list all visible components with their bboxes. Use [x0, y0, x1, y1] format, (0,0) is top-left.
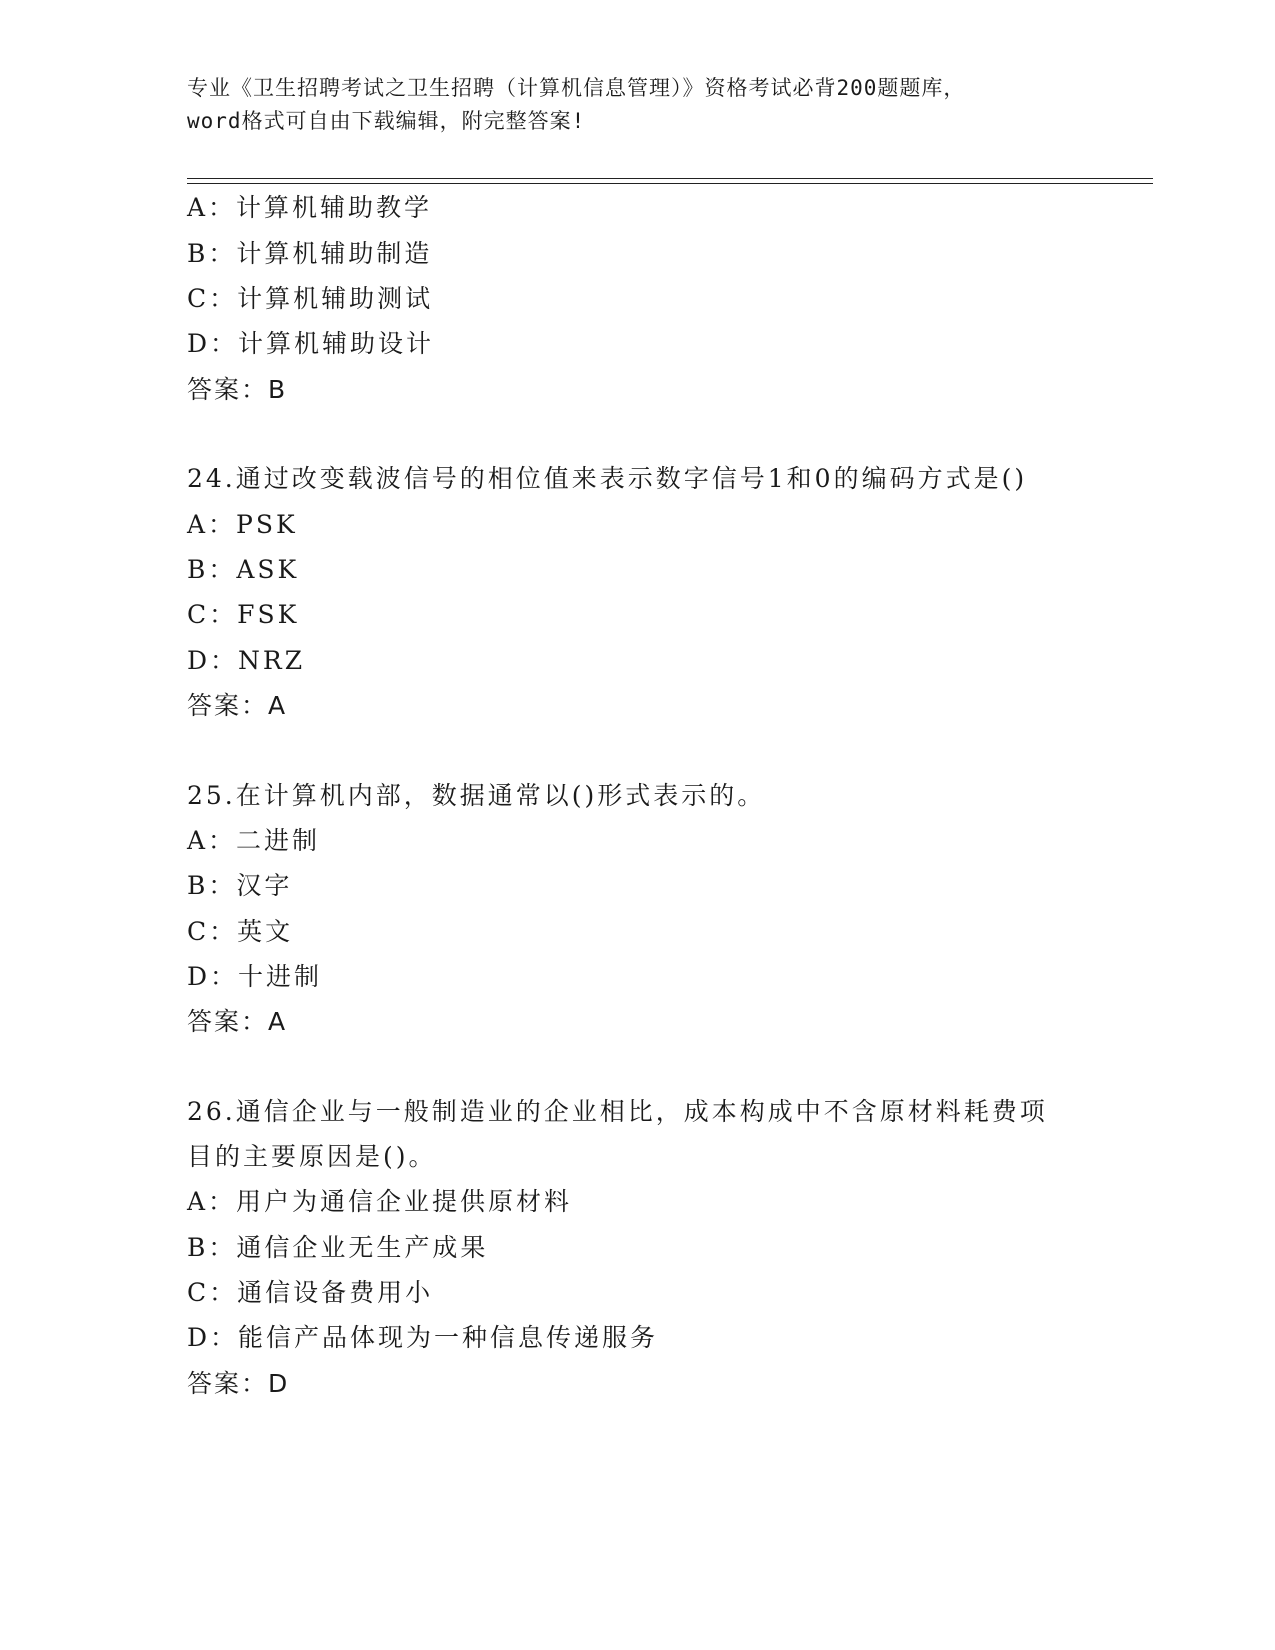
- header-line-1: 专业《卫生招聘考试之卫生招聘（计算机信息管理）》资格考试必背200题题库，: [187, 76, 966, 100]
- q24-option-c: C：FSK: [187, 600, 300, 629]
- document-header: [187, 72, 1087, 138]
- header-divider-top: [187, 178, 1153, 179]
- header-divider-bottom: [187, 183, 1153, 184]
- q26-question-line-1: 26.通信企业与一般制造业的企业相比，成本构成中不含原材料耗费项: [187, 1097, 1048, 1126]
- q26-option-a: A：用户为通信企业提供原材料: [187, 1187, 573, 1216]
- q24-option-d: D：NRZ: [187, 646, 306, 675]
- q23-option-b: B：计算机辅助制造: [187, 239, 433, 268]
- q24-option-b: B：ASK: [187, 555, 300, 584]
- q25-option-c: C：英文: [187, 917, 294, 946]
- q26-question-line-2: 目的主要原因是()。: [187, 1142, 437, 1171]
- q23-option-d: D：计算机辅助设计: [187, 329, 435, 358]
- q23-option-c: C：计算机辅助测试: [187, 284, 434, 313]
- q23-option-a: A：计算机辅助教学: [187, 193, 433, 222]
- q25-answer: 答案：A: [187, 1007, 288, 1036]
- q23-answer: 答案：B: [187, 375, 288, 404]
- header-line-2: word格式可自由下载编辑，附完整答案!: [187, 109, 586, 133]
- q24-answer: 答案：A: [187, 691, 288, 720]
- q25-option-d: D：十进制: [187, 962, 323, 991]
- q25-option-b: B：汉字: [187, 871, 293, 900]
- q26-option-b: B：通信企业无生产成果: [187, 1233, 489, 1262]
- q26-option-d: D：能信产品体现为一种信息传递服务: [187, 1323, 659, 1352]
- q25-question: 25.在计算机内部，数据通常以()形式表示的。: [187, 781, 766, 810]
- q24-question: 24.通过改变载波信号的相位值来表示数字信号1和0的编码方式是(): [187, 464, 1028, 493]
- q26-option-c: C：通信设备费用小: [187, 1278, 434, 1307]
- q25-option-a: A：二进制: [187, 826, 321, 855]
- q24-option-a: A：PSK: [187, 510, 298, 539]
- q26-answer: 答案：D: [187, 1369, 290, 1398]
